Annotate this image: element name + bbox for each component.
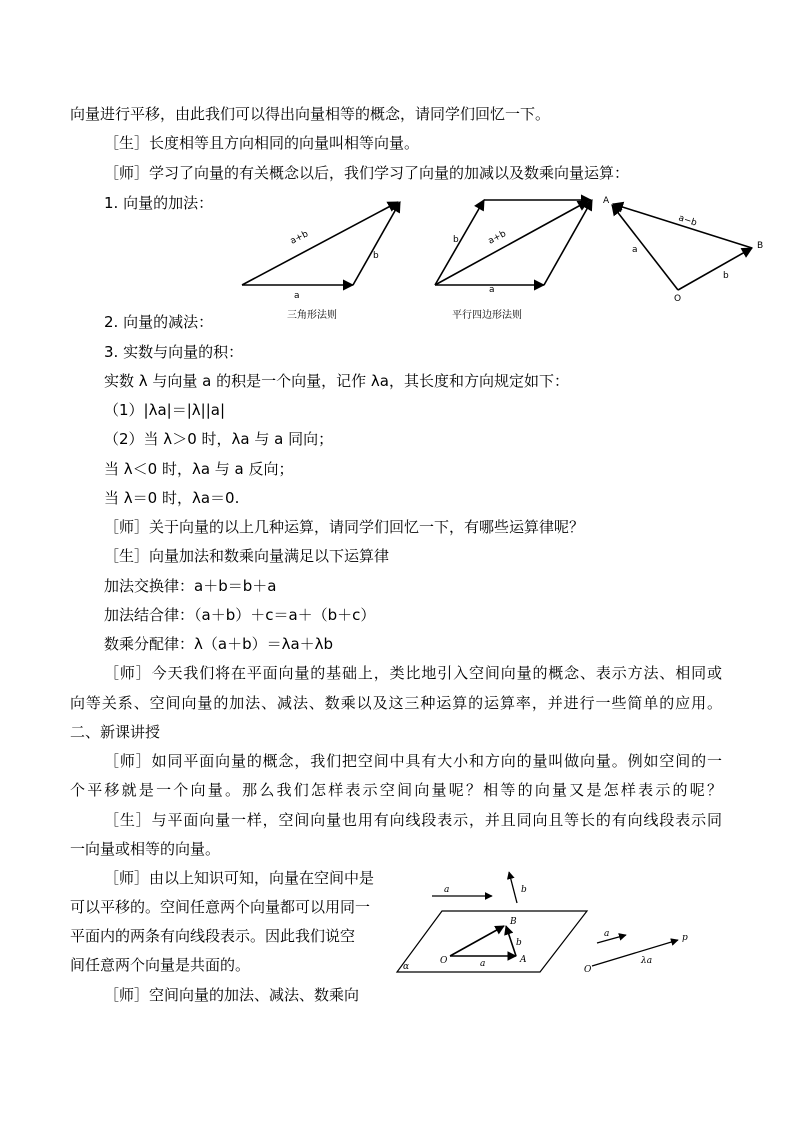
label-point-B: B	[757, 241, 764, 251]
vector-p-arrow	[592, 940, 678, 966]
free-vector-b-arrow	[509, 872, 517, 903]
label-lambda-a: λa	[641, 956, 653, 966]
formula-line: 当 λ＜0 时，λa 与 a 反向；	[104, 460, 294, 478]
dialog-line: ［生］与平面向量一样，空间向量也用有向线段表示，并且同向且等长的有向线段表示同	[104, 811, 722, 829]
parallelogram-rule-diagram	[435, 200, 592, 321]
vector-addition-figure	[230, 190, 790, 320]
dialog-line: ［生］长度相等且方向相同的向量叫相等向量。	[104, 134, 420, 152]
label-point-A: A	[520, 955, 527, 965]
vector-b-arrow	[678, 248, 752, 290]
formula-line: 加法结合律：（a＋b）＋c＝a＋（b＋c）	[104, 606, 376, 624]
caption-parallelogram-rule: 平行四边形法则	[452, 310, 522, 321]
formula-line: 数乘分配律：λ（a＋b）＝λa＋λb	[104, 635, 334, 653]
plane-alpha	[397, 911, 587, 972]
label-a-plus-b: a+b	[486, 229, 508, 247]
dialog-line: ［师］如同平面向量的概念，我们把空间中具有大小和方向的量叫做向量。例如空间的一	[104, 752, 722, 770]
vector-AB-arrow	[506, 926, 516, 956]
label-a-plus-b: a+b	[288, 229, 311, 247]
dialog-line: ［师］学习了向量的有关概念以后，我们学习了向量的加减以及数乘向量运算：	[104, 164, 630, 182]
label-p: p	[682, 933, 688, 943]
subtraction-diagram	[603, 196, 763, 304]
dialog-line: ［师］今天我们将在平面向量的基础上，类比地引入空间向量的概念、表示方法、相同或	[104, 664, 722, 682]
text-line: 一向量或相等的向量。	[70, 840, 221, 858]
text-line: 实数 λ 与向量 a 的积是一个向量，记作 λa，其长度和方向规定如下：	[104, 372, 569, 390]
label-point-O: O	[674, 294, 682, 304]
label-b: b	[453, 235, 459, 245]
text-line: 间任意两个向量是共面的。	[70, 956, 251, 974]
text-line: 向量进行平移，由此我们可以得出向量相等的概念，请同学们回忆一下。	[70, 105, 551, 123]
label-a-right: a	[604, 929, 610, 939]
formula-line: （2）当 λ＞0 时，λa 与 a 同向；	[104, 430, 334, 448]
label-point-O-right: O	[584, 965, 592, 975]
right-vector-a-arrow	[597, 935, 626, 943]
label-point-A: A	[603, 196, 610, 206]
text-line: 平面内的两条有向线段表示。因此我们说空	[70, 927, 356, 945]
formula-line: 当 λ＝0 时，λa＝0.	[104, 489, 240, 507]
vector-sum-arrow	[242, 202, 398, 285]
text-line: 个平移就是一个向量。那么我们怎样表示空间向量呢？相等的向量又是怎样表示的呢？	[70, 781, 722, 799]
vector-b-arrow	[353, 202, 400, 285]
formula-line: （1）|λa|＝|λ||a|	[104, 401, 226, 419]
section-heading: 1. 向量的加法：	[104, 194, 214, 212]
label-a: a	[294, 291, 300, 301]
label-b: b	[723, 271, 729, 281]
label-a: a	[632, 245, 638, 255]
label-b-top: b	[521, 885, 527, 895]
label-a: a	[489, 285, 495, 295]
label-plane-alpha: α	[403, 962, 410, 972]
dialog-line: ［师］关于向量的以上几种运算，请同学们回忆一下，有哪些运算律呢？	[104, 518, 585, 536]
vector-OB-arrow	[450, 926, 504, 956]
triangle-rule-diagram	[242, 202, 400, 321]
dialog-line: ［生］向量加法和数乘向量满足以下运算律	[104, 547, 390, 565]
vector-a-arrow	[612, 205, 678, 290]
section-heading: 2. 向量的减法：	[104, 313, 214, 331]
formula-line: 加法交换律：a＋b＝b＋a	[104, 577, 277, 595]
dialog-line: ［师］由以上知识可知，向量在空间中是	[104, 869, 375, 887]
caption-triangle-rule: 三角形法则	[287, 310, 337, 321]
vector-a-minus-b-arrow	[613, 204, 752, 248]
label-a-in-plane: a	[480, 959, 486, 969]
label-point-O: O	[440, 956, 448, 966]
space-vector-figure	[392, 866, 702, 996]
label-a-top: a	[444, 885, 450, 895]
label-b: b	[373, 251, 379, 261]
text-line: 可以平移的。空间任意两个向量都可以用同一	[70, 898, 371, 916]
label-b-in-plane: b	[516, 938, 522, 948]
label-point-B: B	[510, 917, 517, 927]
section-heading: 二、新课讲授	[70, 723, 161, 741]
label-a-minus-b: a−b	[677, 213, 699, 229]
dialog-line: ［师］空间向量的加法、减法、数乘向	[104, 986, 360, 1004]
section-heading: 3. 实数与向量的积：	[104, 343, 244, 361]
text-line: 向等关系、空间向量的加法、减法、数乘以及这三种运算的运算率，并进行一些简单的应用。	[70, 694, 722, 712]
